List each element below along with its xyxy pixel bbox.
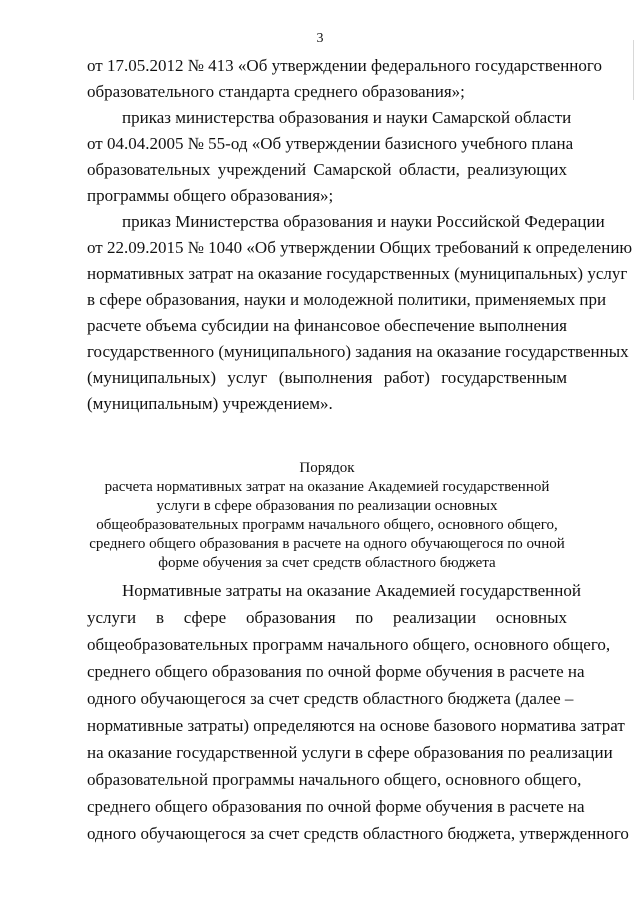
paragraph-line: от 17.05.2012 № 413 «Об утверждении федерального государственного (87, 56, 602, 75)
paragraph-line: одного обучающегося за счет средств областного бюджета (далее – (87, 689, 574, 708)
section-title: Порядок (299, 460, 355, 476)
paragraph-line: нормативные затраты) определяются на основе базового норматива затрат (87, 716, 625, 735)
scan-edge-mark (633, 40, 634, 100)
section-subtitle-line: среднего общего образования в расчете на одного обучающегося по очной (89, 536, 565, 552)
paragraph-line: нормативных затрат на оказание государственных (муниципальных) услуг (87, 264, 628, 283)
page-number: 3 (316, 31, 324, 46)
section-subtitle-line: расчета нормативных затрат на оказание Академией государственной (104, 479, 550, 495)
paragraph-line: приказ министерства образования и науки Самарской области (122, 108, 572, 127)
paragraph-line: приказ Министерства образования и науки Российской Федерации (122, 212, 605, 231)
paragraph-line: от 22.09.2015 № 1040 «Об утверждении Общих требований к определению (87, 238, 633, 257)
paragraph-line: (муниципальным) учреждением». (87, 394, 333, 413)
paragraph-line: от 04.04.2005 № 55-од «Об утверждении базисного учебного плана (87, 134, 574, 153)
paragraph-line: среднего общего образования по очной форме обучения в расчете на (87, 797, 585, 816)
paragraph-line: образовательных учреждений Самарской области, реализующих (87, 160, 567, 179)
paragraph-line: услуги в сфере образования по реализации основных (87, 608, 567, 627)
section-subtitle-line: общеобразовательных программ начального общего, основного общего, (96, 517, 558, 533)
section-subtitle-line: услуги в сфере образования по реализации основных (156, 498, 498, 514)
paragraph-line: общеобразовательных программ начального общего, основного общего, (87, 635, 611, 654)
paragraph-line: образовательной программы начального общего, основного общего, (87, 770, 582, 789)
paragraph-line: образовательного стандарта среднего образования»; (87, 82, 465, 101)
paragraph-line: в сфере образования, науки и молодежной политики, применяемых при (87, 290, 607, 309)
paragraph-line: расчете объема субсидии на финансовое обеспечение выполнения (87, 316, 567, 335)
paragraph-line: среднего общего образования по очной форме обучения в расчете на (87, 662, 585, 681)
paragraph-line: Нормативные затраты на оказание Академией государственной (122, 581, 581, 600)
paragraph-line: (муниципальных) услуг (выполнения работ) государственным (87, 368, 567, 387)
section-subtitle-line: форме обучения за счет средств областного бюджета (158, 555, 496, 571)
paragraph-line: программы общего образования»; (87, 186, 334, 205)
paragraph-line: государственного (муниципального) задания на оказание государственных (87, 342, 629, 361)
paragraph-line: одного обучающегося за счет средств областного бюджета, утвержденного (87, 824, 629, 843)
paragraph-line: на оказание государственной услуги в сфере образования по реализации (87, 743, 613, 762)
